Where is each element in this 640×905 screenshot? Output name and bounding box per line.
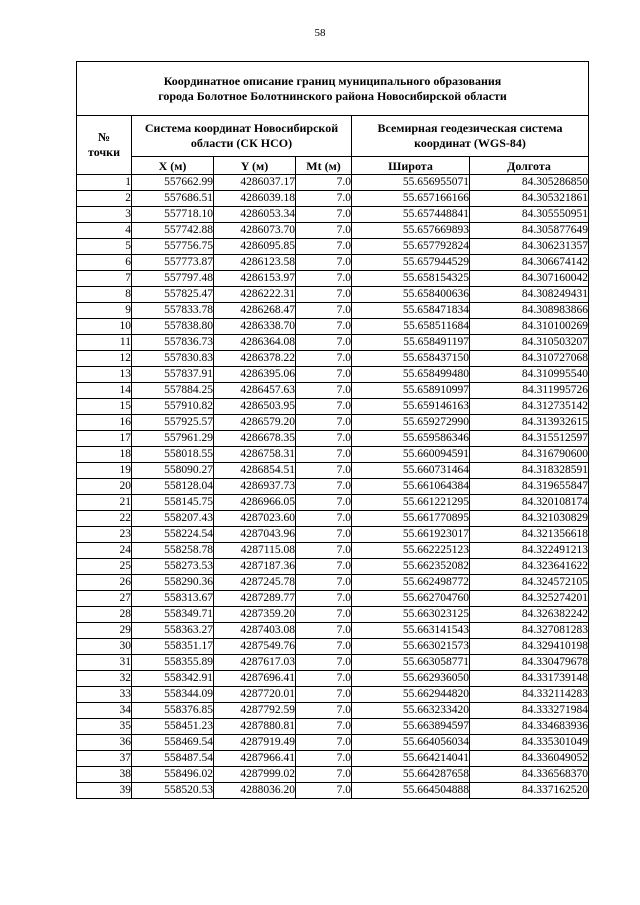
y-cell: 4286039.18	[214, 191, 296, 207]
y-cell: 4287289.77	[214, 591, 296, 607]
mt-cell: 7.0	[296, 383, 352, 399]
point-number-cell: 21	[77, 495, 132, 511]
point-number-cell: 20	[77, 479, 132, 495]
y-cell: 4286073.70	[214, 223, 296, 239]
longitude-cell: 84.320108174	[470, 495, 589, 511]
longitude-cell: 84.331739148	[470, 671, 589, 687]
y-cell: 4287966.41	[214, 751, 296, 767]
point-number-cell: 17	[77, 431, 132, 447]
longitude-cell: 84.319655847	[470, 479, 589, 495]
longitude-cell: 84.310503207	[470, 335, 589, 351]
x-cell: 558344.09	[132, 687, 214, 703]
x-cell: 558290.36	[132, 575, 214, 591]
x-cell: 557830.83	[132, 351, 214, 367]
x-cell: 557797.48	[132, 271, 214, 287]
mt-cell: 7.0	[296, 431, 352, 447]
point-number-cell: 35	[77, 719, 132, 735]
x-cell: 558487.54	[132, 751, 214, 767]
longitude-cell: 84.306231357	[470, 239, 589, 255]
y-cell: 4286937.73	[214, 479, 296, 495]
header-latitude: Широта	[352, 157, 470, 175]
longitude-cell: 84.335301049	[470, 735, 589, 751]
mt-cell: 7.0	[296, 399, 352, 415]
y-cell: 4286503.95	[214, 399, 296, 415]
longitude-cell: 84.336568370	[470, 767, 589, 783]
longitude-cell: 84.333271984	[470, 703, 589, 719]
table-row	[77, 303, 589, 319]
header-point-number-label: точки	[87, 145, 121, 159]
header-system-wgs	[352, 116, 589, 157]
longitude-cell: 84.325274201	[470, 591, 589, 607]
y-cell: 4287720.01	[214, 687, 296, 703]
point-number-cell: 11	[77, 335, 132, 351]
table-row	[77, 399, 589, 415]
y-cell: 4286338.70	[214, 319, 296, 335]
y-cell: 4287187.36	[214, 559, 296, 575]
y-cell: 4286678.35	[214, 431, 296, 447]
x-cell: 558451.23	[132, 719, 214, 735]
table-row	[77, 559, 589, 575]
table-row	[77, 511, 589, 527]
longitude-cell: 84.324572105	[470, 575, 589, 591]
longitude-cell: 84.311995726	[470, 383, 589, 399]
header-longitude: Долгота	[470, 157, 589, 175]
longitude-cell: 84.330479678	[470, 655, 589, 671]
mt-cell: 7.0	[296, 767, 352, 783]
y-cell: 4287115.08	[214, 543, 296, 559]
latitude-cell: 55.658471834	[352, 303, 470, 319]
point-number-cell: 30	[77, 639, 132, 655]
latitude-cell: 55.659586346	[352, 431, 470, 447]
x-cell: 557825.47	[132, 287, 214, 303]
latitude-cell: 55.657166166	[352, 191, 470, 207]
latitude-cell: 55.662704760	[352, 591, 470, 607]
latitude-cell: 55.664056034	[352, 735, 470, 751]
mt-cell: 7.0	[296, 511, 352, 527]
y-cell: 4286037.17	[214, 175, 296, 191]
longitude-cell: 84.327081283	[470, 623, 589, 639]
y-cell: 4287023.60	[214, 511, 296, 527]
x-cell: 557910.82	[132, 399, 214, 415]
x-cell: 558496.02	[132, 767, 214, 783]
y-cell: 4287359.20	[214, 607, 296, 623]
point-number-cell: 31	[77, 655, 132, 671]
mt-cell: 7.0	[296, 271, 352, 287]
header-x: X (м)	[132, 157, 214, 175]
latitude-cell: 55.663141543	[352, 623, 470, 639]
header-system-nso-line-2: области (СК НСО)	[190, 136, 293, 150]
y-cell: 4287549.76	[214, 639, 296, 655]
longitude-cell: 84.308249431	[470, 287, 589, 303]
x-cell: 557833.78	[132, 303, 214, 319]
latitude-cell: 55.658154325	[352, 271, 470, 287]
y-cell: 4287919.49	[214, 735, 296, 751]
point-number-cell: 32	[77, 671, 132, 687]
longitude-cell: 84.305550951	[470, 207, 589, 223]
longitude-cell: 84.305877649	[470, 223, 589, 239]
point-number-cell: 33	[77, 687, 132, 703]
mt-cell: 7.0	[296, 447, 352, 463]
latitude-cell: 55.661923017	[352, 527, 470, 543]
point-number-cell: 14	[77, 383, 132, 399]
y-cell: 4287792.59	[214, 703, 296, 719]
y-cell: 4287880.81	[214, 719, 296, 735]
table-row	[77, 575, 589, 591]
longitude-cell: 84.313932615	[470, 415, 589, 431]
header-system-wgs-line-1: Всемирная геодезическая система	[377, 121, 563, 135]
latitude-cell: 55.658910997	[352, 383, 470, 399]
y-cell: 4286153.97	[214, 271, 296, 287]
point-number-cell: 8	[77, 287, 132, 303]
y-cell: 4286222.31	[214, 287, 296, 303]
latitude-cell: 55.657792824	[352, 239, 470, 255]
table-row	[77, 591, 589, 607]
y-cell: 4287403.08	[214, 623, 296, 639]
latitude-cell: 55.657944529	[352, 255, 470, 271]
mt-cell: 7.0	[296, 415, 352, 431]
table-row	[77, 655, 589, 671]
latitude-cell: 55.662352082	[352, 559, 470, 575]
point-number-cell: 6	[77, 255, 132, 271]
mt-cell: 7.0	[296, 255, 352, 271]
latitude-cell: 55.664287658	[352, 767, 470, 783]
mt-cell: 7.0	[296, 303, 352, 319]
x-cell: 558258.78	[132, 543, 214, 559]
x-cell: 557662.99	[132, 175, 214, 191]
longitude-cell: 84.316790600	[470, 447, 589, 463]
point-number-cell: 29	[77, 623, 132, 639]
y-cell: 4286395.06	[214, 367, 296, 383]
y-cell: 4286053.34	[214, 207, 296, 223]
x-cell: 558351.17	[132, 639, 214, 655]
document-title	[77, 62, 589, 116]
latitude-cell: 55.663894597	[352, 719, 470, 735]
mt-cell: 7.0	[296, 287, 352, 303]
longitude-cell: 84.310995540	[470, 367, 589, 383]
longitude-cell: 84.307160042	[470, 271, 589, 287]
longitude-cell: 84.337162520	[470, 783, 589, 799]
header-mt: Mt (м)	[296, 157, 352, 175]
point-number-cell: 25	[77, 559, 132, 575]
header-point-number-symbol: №	[97, 130, 111, 144]
point-number-cell: 28	[77, 607, 132, 623]
latitude-cell: 55.663021573	[352, 639, 470, 655]
point-number-cell: 16	[77, 415, 132, 431]
x-cell: 558342.91	[132, 671, 214, 687]
point-number-cell: 26	[77, 575, 132, 591]
mt-cell: 7.0	[296, 719, 352, 735]
longitude-cell: 84.323641622	[470, 559, 589, 575]
page-number: 58	[314, 27, 326, 39]
table-row	[77, 607, 589, 623]
latitude-cell: 55.658437150	[352, 351, 470, 367]
x-cell: 558349.71	[132, 607, 214, 623]
table-row	[77, 447, 589, 463]
x-cell: 557718.10	[132, 207, 214, 223]
x-cell: 557837.91	[132, 367, 214, 383]
latitude-cell: 55.663023125	[352, 607, 470, 623]
latitude-cell: 55.656955071	[352, 175, 470, 191]
y-cell: 4287043.96	[214, 527, 296, 543]
point-number-cell: 15	[77, 399, 132, 415]
point-number-cell: 34	[77, 703, 132, 719]
y-cell: 4286095.85	[214, 239, 296, 255]
y-cell: 4287617.03	[214, 655, 296, 671]
point-number-cell: 27	[77, 591, 132, 607]
longitude-cell: 84.334683936	[470, 719, 589, 735]
header-system-wgs-line-2: координат (WGS-84)	[414, 136, 526, 150]
point-number-cell: 7	[77, 271, 132, 287]
latitude-cell: 55.662225123	[352, 543, 470, 559]
title-line-2: города Болотное Болотнинского района Новосибирской области	[158, 88, 507, 103]
point-number-cell: 37	[77, 751, 132, 767]
table-row	[77, 687, 589, 703]
latitude-cell: 55.664504888	[352, 783, 470, 799]
x-cell: 558145.75	[132, 495, 214, 511]
point-number-cell: 19	[77, 463, 132, 479]
latitude-cell: 55.659146163	[352, 399, 470, 415]
y-cell: 4286378.22	[214, 351, 296, 367]
point-number-cell: 36	[77, 735, 132, 751]
x-cell: 558224.54	[132, 527, 214, 543]
table-row	[77, 783, 589, 799]
table-row	[77, 239, 589, 255]
mt-cell: 7.0	[296, 559, 352, 575]
table-row	[77, 671, 589, 687]
mt-cell: 7.0	[296, 207, 352, 223]
table-row	[77, 719, 589, 735]
longitude-cell: 84.308983866	[470, 303, 589, 319]
table-row	[77, 271, 589, 287]
mt-cell: 7.0	[296, 671, 352, 687]
latitude-cell: 55.657669893	[352, 223, 470, 239]
latitude-cell: 55.660094591	[352, 447, 470, 463]
point-number-cell: 24	[77, 543, 132, 559]
header-system-nso	[132, 116, 352, 157]
point-number-cell: 10	[77, 319, 132, 335]
y-cell: 4288036.20	[214, 783, 296, 799]
point-number-cell: 39	[77, 783, 132, 799]
table-row	[77, 335, 589, 351]
latitude-cell: 55.661221295	[352, 495, 470, 511]
y-cell: 4286268.47	[214, 303, 296, 319]
latitude-cell: 55.659272990	[352, 415, 470, 431]
table-row	[77, 255, 589, 271]
longitude-cell: 84.329410198	[470, 639, 589, 655]
longitude-cell: 84.312735142	[470, 399, 589, 415]
mt-cell: 7.0	[296, 575, 352, 591]
mt-cell: 7.0	[296, 655, 352, 671]
x-cell: 557838.80	[132, 319, 214, 335]
point-number-cell: 9	[77, 303, 132, 319]
x-cell: 558018.55	[132, 447, 214, 463]
x-cell: 558363.27	[132, 623, 214, 639]
point-number-cell: 2	[77, 191, 132, 207]
longitude-cell: 84.306674142	[470, 255, 589, 271]
mt-cell: 7.0	[296, 239, 352, 255]
table-row	[77, 463, 589, 479]
table-row	[77, 383, 589, 399]
y-cell: 4286364.08	[214, 335, 296, 351]
longitude-cell: 84.322491213	[470, 543, 589, 559]
table-row	[77, 751, 589, 767]
x-cell: 558313.67	[132, 591, 214, 607]
longitude-cell: 84.321030829	[470, 511, 589, 527]
latitude-cell: 55.658499480	[352, 367, 470, 383]
longitude-cell: 84.321356618	[470, 527, 589, 543]
x-cell: 558207.43	[132, 511, 214, 527]
table-row	[77, 223, 589, 239]
y-cell: 4287999.02	[214, 767, 296, 783]
y-cell: 4286966.05	[214, 495, 296, 511]
y-cell: 4286457.63	[214, 383, 296, 399]
x-cell: 558376.85	[132, 703, 214, 719]
x-cell: 557773.87	[132, 255, 214, 271]
table-row	[77, 543, 589, 559]
mt-cell: 7.0	[296, 479, 352, 495]
mt-cell: 7.0	[296, 527, 352, 543]
longitude-cell: 84.326382242	[470, 607, 589, 623]
x-cell: 558128.04	[132, 479, 214, 495]
latitude-cell: 55.663233420	[352, 703, 470, 719]
latitude-cell: 55.657448841	[352, 207, 470, 223]
longitude-cell: 84.305321861	[470, 191, 589, 207]
latitude-cell: 55.660731464	[352, 463, 470, 479]
point-number-cell: 22	[77, 511, 132, 527]
x-cell: 557884.25	[132, 383, 214, 399]
longitude-cell: 84.332114283	[470, 687, 589, 703]
x-cell: 558469.54	[132, 735, 214, 751]
table-row	[77, 287, 589, 303]
mt-cell: 7.0	[296, 607, 352, 623]
latitude-cell: 55.664214041	[352, 751, 470, 767]
latitude-cell: 55.658491197	[352, 335, 470, 351]
mt-cell: 7.0	[296, 623, 352, 639]
table-row	[77, 319, 589, 335]
point-number-cell: 4	[77, 223, 132, 239]
latitude-cell: 55.662498772	[352, 575, 470, 591]
y-cell: 4286579.20	[214, 415, 296, 431]
latitude-cell: 55.663058771	[352, 655, 470, 671]
x-cell: 558090.27	[132, 463, 214, 479]
table-row	[77, 767, 589, 783]
table-row	[77, 527, 589, 543]
mt-cell: 7.0	[296, 687, 352, 703]
table-body	[77, 175, 589, 799]
y-cell: 4286758.31	[214, 447, 296, 463]
header-system-nso-line-1: Система координат Новосибирской	[144, 121, 339, 135]
header-y: Y (м)	[214, 157, 296, 175]
point-number-cell: 3	[77, 207, 132, 223]
table-row	[77, 367, 589, 383]
x-cell: 557742.88	[132, 223, 214, 239]
x-cell: 557925.57	[132, 415, 214, 431]
latitude-cell: 55.661064384	[352, 479, 470, 495]
longitude-cell: 84.336049052	[470, 751, 589, 767]
x-cell: 557836.73	[132, 335, 214, 351]
mt-cell: 7.0	[296, 223, 352, 239]
table-row	[77, 351, 589, 367]
mt-cell: 7.0	[296, 703, 352, 719]
latitude-cell: 55.658511684	[352, 319, 470, 335]
mt-cell: 7.0	[296, 495, 352, 511]
longitude-cell: 84.310727068	[470, 351, 589, 367]
table-row	[77, 175, 589, 191]
y-cell: 4286123.58	[214, 255, 296, 271]
y-cell: 4287696.41	[214, 671, 296, 687]
latitude-cell: 55.661770895	[352, 511, 470, 527]
mt-cell: 7.0	[296, 591, 352, 607]
table-row	[77, 495, 589, 511]
x-cell: 558355.89	[132, 655, 214, 671]
table-row	[77, 431, 589, 447]
x-cell: 557961.29	[132, 431, 214, 447]
longitude-cell: 84.305286850	[470, 175, 589, 191]
x-cell: 557756.75	[132, 239, 214, 255]
table-row	[77, 207, 589, 223]
longitude-cell: 84.318328591	[470, 463, 589, 479]
point-number-cell: 12	[77, 351, 132, 367]
table-row	[77, 623, 589, 639]
mt-cell: 7.0	[296, 639, 352, 655]
header-point-number	[77, 116, 132, 175]
table-row	[77, 191, 589, 207]
table-row	[77, 703, 589, 719]
x-cell: 558273.53	[132, 559, 214, 575]
mt-cell: 7.0	[296, 543, 352, 559]
mt-cell: 7.0	[296, 351, 352, 367]
mt-cell: 7.0	[296, 783, 352, 799]
latitude-cell: 55.658400636	[352, 287, 470, 303]
latitude-cell: 55.662944820	[352, 687, 470, 703]
x-cell: 558520.53	[132, 783, 214, 799]
point-number-cell: 1	[77, 175, 132, 191]
y-cell: 4287245.78	[214, 575, 296, 591]
coordinates-table	[76, 61, 589, 799]
mt-cell: 7.0	[296, 735, 352, 751]
title-line-1: Координатное описание границ муниципального образования	[163, 73, 502, 88]
mt-cell: 7.0	[296, 367, 352, 383]
longitude-cell: 84.310100269	[470, 319, 589, 335]
mt-cell: 7.0	[296, 191, 352, 207]
mt-cell: 7.0	[296, 751, 352, 767]
point-number-cell: 23	[77, 527, 132, 543]
mt-cell: 7.0	[296, 319, 352, 335]
point-number-cell: 38	[77, 767, 132, 783]
point-number-cell: 18	[77, 447, 132, 463]
latitude-cell: 55.662936050	[352, 671, 470, 687]
table-row	[77, 639, 589, 655]
table-row	[77, 735, 589, 751]
point-number-cell: 5	[77, 239, 132, 255]
mt-cell: 7.0	[296, 463, 352, 479]
mt-cell: 7.0	[296, 175, 352, 191]
y-cell: 4286854.51	[214, 463, 296, 479]
point-number-cell: 13	[77, 367, 132, 383]
table-row	[77, 415, 589, 431]
table-row	[77, 479, 589, 495]
longitude-cell: 84.315512597	[470, 431, 589, 447]
x-cell: 557686.51	[132, 191, 214, 207]
mt-cell: 7.0	[296, 335, 352, 351]
